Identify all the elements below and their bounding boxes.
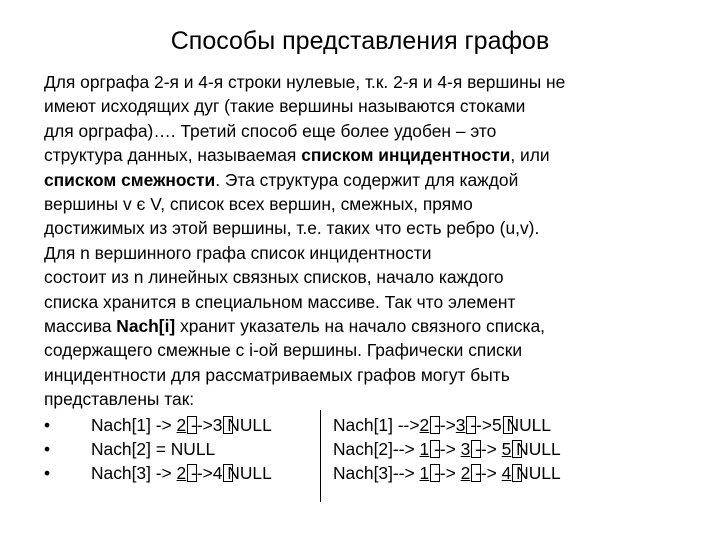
- list-node: 3: [212, 415, 223, 435]
- text-line: содержащего смежные с i-ой вершины. Графически списки: [44, 340, 523, 361]
- right-list: [333, 461, 561, 485]
- list-node: 1: [419, 463, 430, 483]
- list-text: Nach[3] ->: [91, 463, 177, 483]
- text-line: представлены так:: [44, 389, 195, 410]
- list-node: 2: [176, 415, 187, 435]
- list-arrow: -->: [186, 463, 213, 483]
- list-node: 2: [176, 463, 187, 483]
- bold-term: списком инцидентности: [301, 145, 511, 166]
- text-line: для орграфа)…. Третий способ еще более удобен – это: [44, 120, 497, 141]
- bullet: •: [44, 439, 51, 459]
- list-row-3: [44, 461, 694, 485]
- list-null: NULL: [222, 415, 272, 435]
- text-line: инцидентности для рассматриваемых графов могут быть: [44, 364, 510, 385]
- list-arrow: -->: [429, 439, 461, 459]
- list-text: Nach[2]-->: [333, 439, 420, 459]
- text-fragment: хранит указатель на начало связного списка,: [175, 316, 546, 337]
- left-list: [91, 461, 272, 485]
- text-line: [44, 314, 694, 338]
- list-node: 1: [419, 439, 430, 459]
- text-line: Для орграфа 2-я и 4-я строки нулевые, т.к. 2-я и 4-я вершины не: [44, 72, 566, 92]
- text-line: вершины v є V, список всех вершин, смежных, прямо: [44, 194, 473, 215]
- list-arrow: -->: [470, 463, 502, 483]
- list-arrow: -->: [470, 439, 502, 459]
- left-list: [91, 437, 215, 461]
- list-null: NULL: [511, 463, 561, 483]
- text-line: достижимых из этой вершины, т.е. таких что есть ребро (u,v).: [44, 218, 540, 239]
- list-null: NULL: [511, 439, 561, 459]
- text-line: Для n вершинного графа список инцидентности: [44, 242, 432, 263]
- list-node: 5: [501, 439, 512, 459]
- right-list: [333, 437, 561, 461]
- body-text: [44, 70, 694, 412]
- list-node: 2: [419, 415, 430, 435]
- list-node: 2: [460, 463, 471, 483]
- text-line: списка хранится в специальном массиве. Так что элемент: [44, 291, 516, 312]
- text-line: [44, 143, 694, 167]
- right-list: [333, 413, 551, 437]
- list-text: Nach[1] -->: [333, 415, 420, 435]
- text-fragment: массива: [44, 316, 117, 337]
- list-node: 4: [212, 463, 223, 483]
- list-arrow: -->: [465, 415, 493, 435]
- list-text: Nach[2] = NULL: [91, 439, 216, 459]
- text-line: состоит из n линейных связных списков, начало каждого: [44, 267, 504, 288]
- text-line: имеют исходящих дуг (такие вершины называются стоками: [44, 96, 526, 117]
- list-row-2: [44, 437, 694, 461]
- text-fragment: . Эта структура содержит для каждой: [215, 169, 519, 190]
- bullet: •: [44, 415, 51, 435]
- list-arrow: -->: [429, 415, 456, 435]
- list-null: NULL: [501, 415, 551, 435]
- text-fragment: , или: [510, 145, 550, 166]
- list-null: NULL: [222, 463, 272, 483]
- list-text: Nach[3]-->: [333, 463, 420, 483]
- slide-title: Способы представления графов: [170, 27, 550, 55]
- list-row-1: [44, 413, 694, 437]
- list-arrow: -->: [429, 463, 461, 483]
- bullet: •: [44, 463, 51, 483]
- column-divider: [320, 410, 321, 502]
- list-text: Nach[1] ->: [91, 415, 177, 435]
- list-node: 3: [460, 439, 471, 459]
- list-node: 3: [455, 415, 466, 435]
- bold-term: Nach[i]: [116, 316, 176, 337]
- list-node: 5: [492, 415, 502, 435]
- text-fragment: структура данных, называемая: [44, 145, 302, 166]
- text-line: [44, 168, 694, 192]
- left-list: [91, 413, 272, 437]
- list-arrow: -->: [186, 415, 213, 435]
- list-node: 4: [501, 463, 512, 483]
- bold-term: списком смежности: [44, 169, 216, 190]
